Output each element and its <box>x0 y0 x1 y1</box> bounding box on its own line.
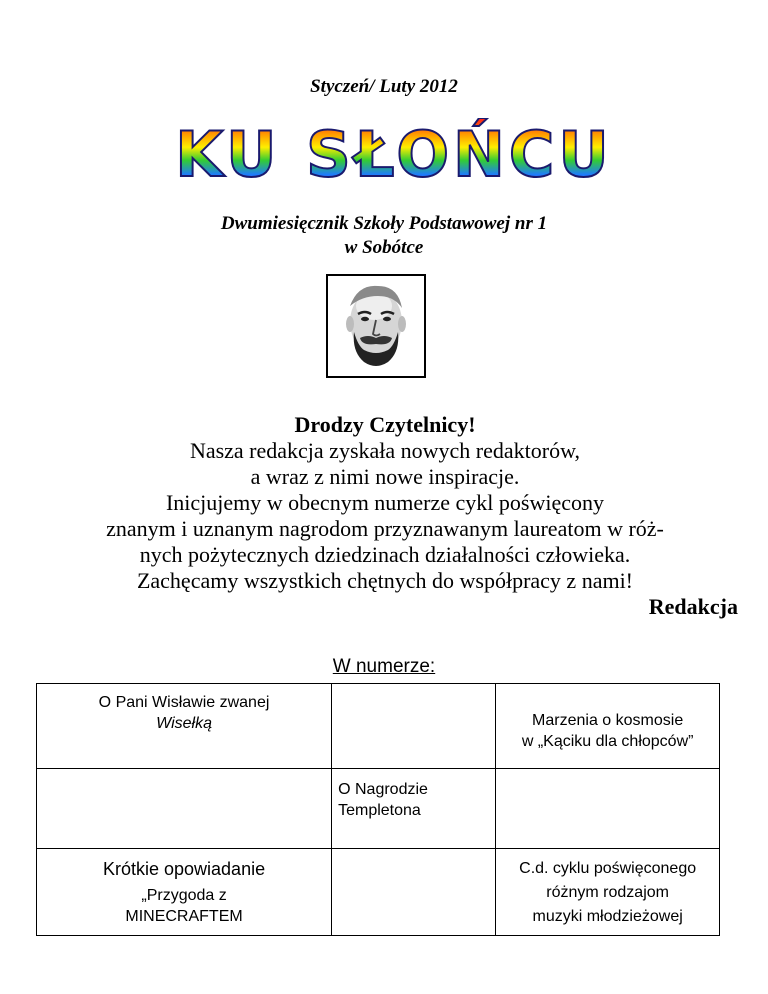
contents-title: W numerze: <box>332 656 436 677</box>
portrait-image <box>326 274 426 378</box>
contents-cell <box>496 684 720 769</box>
contents-item-2-line-1: Marzenia o kosmosie <box>532 712 684 729</box>
subtitle-line-1: Dwumiesięcznik Szkoły Podstawowej nr 1 <box>220 213 548 234</box>
masthead-title: KU SŁOŃCU <box>175 118 613 188</box>
letter-line-5: nych pożytecznych dziedzinach działalności człowieka. <box>139 542 631 567</box>
contents-item-3-line-1: O Nagrodzie <box>338 781 428 798</box>
issue-date: Styczeń/ Luty 2012 <box>310 76 458 97</box>
subtitle-line-2: w Sobótce <box>344 237 424 258</box>
contents-item-3-line-2: Templetona <box>338 802 421 819</box>
contents-item-4-line-1: Krótkie opowiadanie <box>102 859 266 879</box>
letter-line-1: Nasza redakcja zyskała nowych redaktorów, <box>189 438 581 463</box>
contents-item-2-line-2: w „Kąciku dla chłopców” <box>521 733 694 750</box>
contents-cell-empty <box>496 769 720 849</box>
contents-cell-empty <box>332 849 496 936</box>
letter-line-3: Inicjujemy w obecnym numerze cykl poświęcony <box>165 490 605 515</box>
contents-cell-empty <box>37 769 332 849</box>
letter-line-2: a wraz z nimi nowe inspiracje. <box>250 464 520 489</box>
contents-item-5-line-2: różnym rodzajom <box>546 884 669 901</box>
letter-line-4: znanym i uznanym nagrodom przyznawanym laureatom w róż- <box>106 516 664 541</box>
letter-greeting: Drodzy Czytelnicy! <box>294 412 476 437</box>
masthead-logo <box>134 118 654 188</box>
contents-item-5-line-1: C.d. cyklu poświęconego <box>519 860 697 877</box>
contents-cell <box>496 849 720 936</box>
contents-item-4-line-2: „Przygoda z <box>141 887 227 904</box>
contents-item-1-line-2: Wisełką <box>156 715 212 732</box>
letter-line-6: Zachęcamy wszystkich chętnych do współpracy z nami! <box>136 568 634 593</box>
contents-cell <box>37 849 332 936</box>
contents-item-1-line-1: O Pani Wisławie zwanej <box>98 694 270 711</box>
contents-table <box>36 683 720 936</box>
contents-cell-empty <box>332 684 496 769</box>
letter-signature: Redakcja <box>648 594 738 619</box>
contents-item-4-line-3: MINECRAFTEM <box>125 908 243 925</box>
contents-cell <box>332 769 496 849</box>
contents-cell <box>37 684 332 769</box>
editorial-letter <box>40 412 738 620</box>
subtitle <box>0 212 768 260</box>
contents-item-5-line-3: muzyki młodzieżowej <box>532 908 683 925</box>
